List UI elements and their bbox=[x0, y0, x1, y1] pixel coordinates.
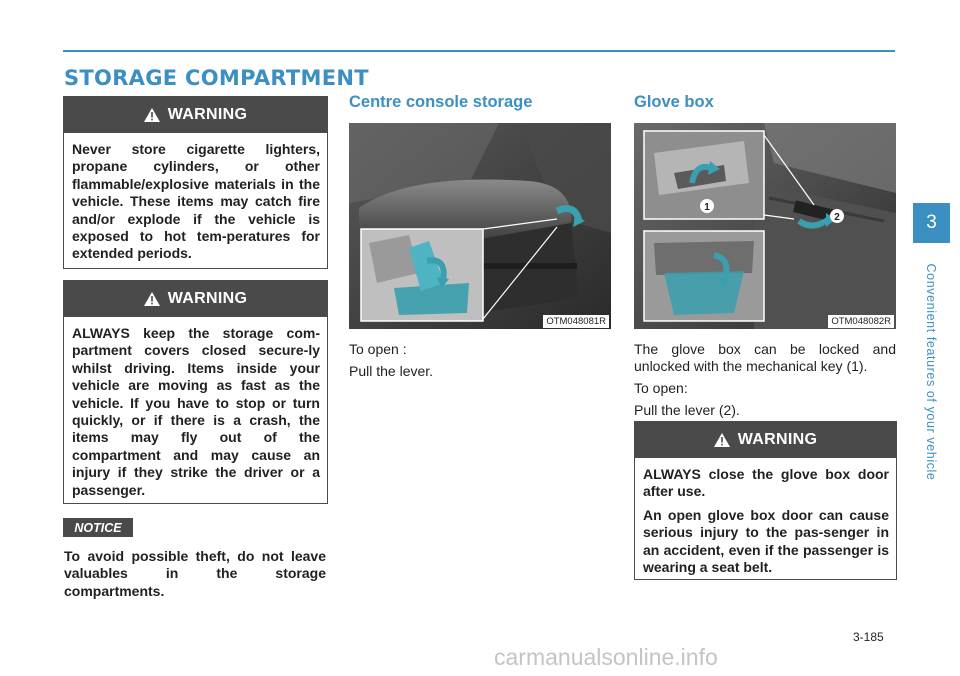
warning-header bbox=[635, 422, 896, 458]
image-code: OTM048081R bbox=[543, 315, 609, 328]
warning-text: ALWAYS close the glove box door after use. bbox=[643, 466, 889, 500]
warning-text: ALWAYS keep the storage com-partment covers closed secure-ly whilst driving. Items inside your vehicle are moving as fast as the vehicle. If you have to stop or turn quickly, or if there is a crash, the items may fly out of the compartment and may cause an injury if they strike the driver or a passenger. bbox=[72, 325, 320, 498]
page-number: 3-185 bbox=[853, 630, 884, 644]
callout-1: 1 bbox=[704, 202, 710, 213]
warning-text: Never store cigarette lighters, propane cylinders, or other flammable/explosive materials in the vehicle. These items may catch fire and/or explode if the vehicle is exposed to hot tem-peratures for extended periods. bbox=[72, 141, 320, 262]
warning-heading: WARNING bbox=[737, 431, 818, 448]
centre-console-photo bbox=[349, 123, 611, 329]
warning-box-glove-box bbox=[634, 421, 897, 580]
warning-body bbox=[64, 317, 327, 507]
chapter-label: Convenient features of your vehicle bbox=[924, 263, 938, 481]
warning-heading: WARNING bbox=[167, 106, 248, 123]
image-code: OTM048082R bbox=[828, 315, 894, 328]
glove-box-instructions bbox=[634, 341, 896, 424]
warning-text: An open glove box door can cause serious injury to the pas-senger in an accident, even if the passenger is wearing a seat belt. bbox=[643, 506, 889, 576]
glove-box-photo bbox=[634, 123, 896, 329]
instruction-line: To open: bbox=[634, 380, 688, 396]
instruction-line: To open : bbox=[349, 341, 407, 357]
watermark: carmanualsonline.info bbox=[494, 644, 718, 670]
warning-header bbox=[64, 97, 327, 133]
warning-header bbox=[64, 281, 327, 317]
centre-console-title: Centre console storage bbox=[349, 93, 533, 111]
callout-2: 2 bbox=[834, 212, 840, 223]
warning-triangle-icon bbox=[714, 433, 730, 447]
centre-console-illustration bbox=[349, 123, 611, 329]
top-rule bbox=[63, 50, 895, 52]
warning-triangle-icon bbox=[144, 108, 160, 122]
glove-box-illustration bbox=[634, 123, 896, 329]
warning-box-flammables bbox=[63, 96, 328, 269]
notice-badge: NOTICE bbox=[63, 518, 133, 537]
centre-console-instructions bbox=[349, 341, 611, 385]
instruction-line: The glove box can be locked and unlocked with the mechanical key (1). bbox=[634, 341, 896, 374]
warning-body bbox=[635, 458, 896, 584]
instruction-line: Pull the lever (2). bbox=[634, 402, 740, 418]
glove-box-title: Glove box bbox=[634, 93, 714, 111]
warning-box-covers-closed bbox=[63, 280, 328, 504]
instruction-line: Pull the lever. bbox=[349, 363, 434, 379]
warning-heading: WARNING bbox=[167, 290, 248, 307]
warning-triangle-icon bbox=[144, 292, 160, 306]
notice-text: To avoid possible theft, do not leave valuables in the storage compartments. bbox=[64, 548, 326, 599]
warning-body bbox=[64, 133, 327, 271]
section-title: STORAGE COMPARTMENT bbox=[64, 66, 369, 90]
chapter-tab[interactable]: 3 bbox=[913, 203, 950, 243]
